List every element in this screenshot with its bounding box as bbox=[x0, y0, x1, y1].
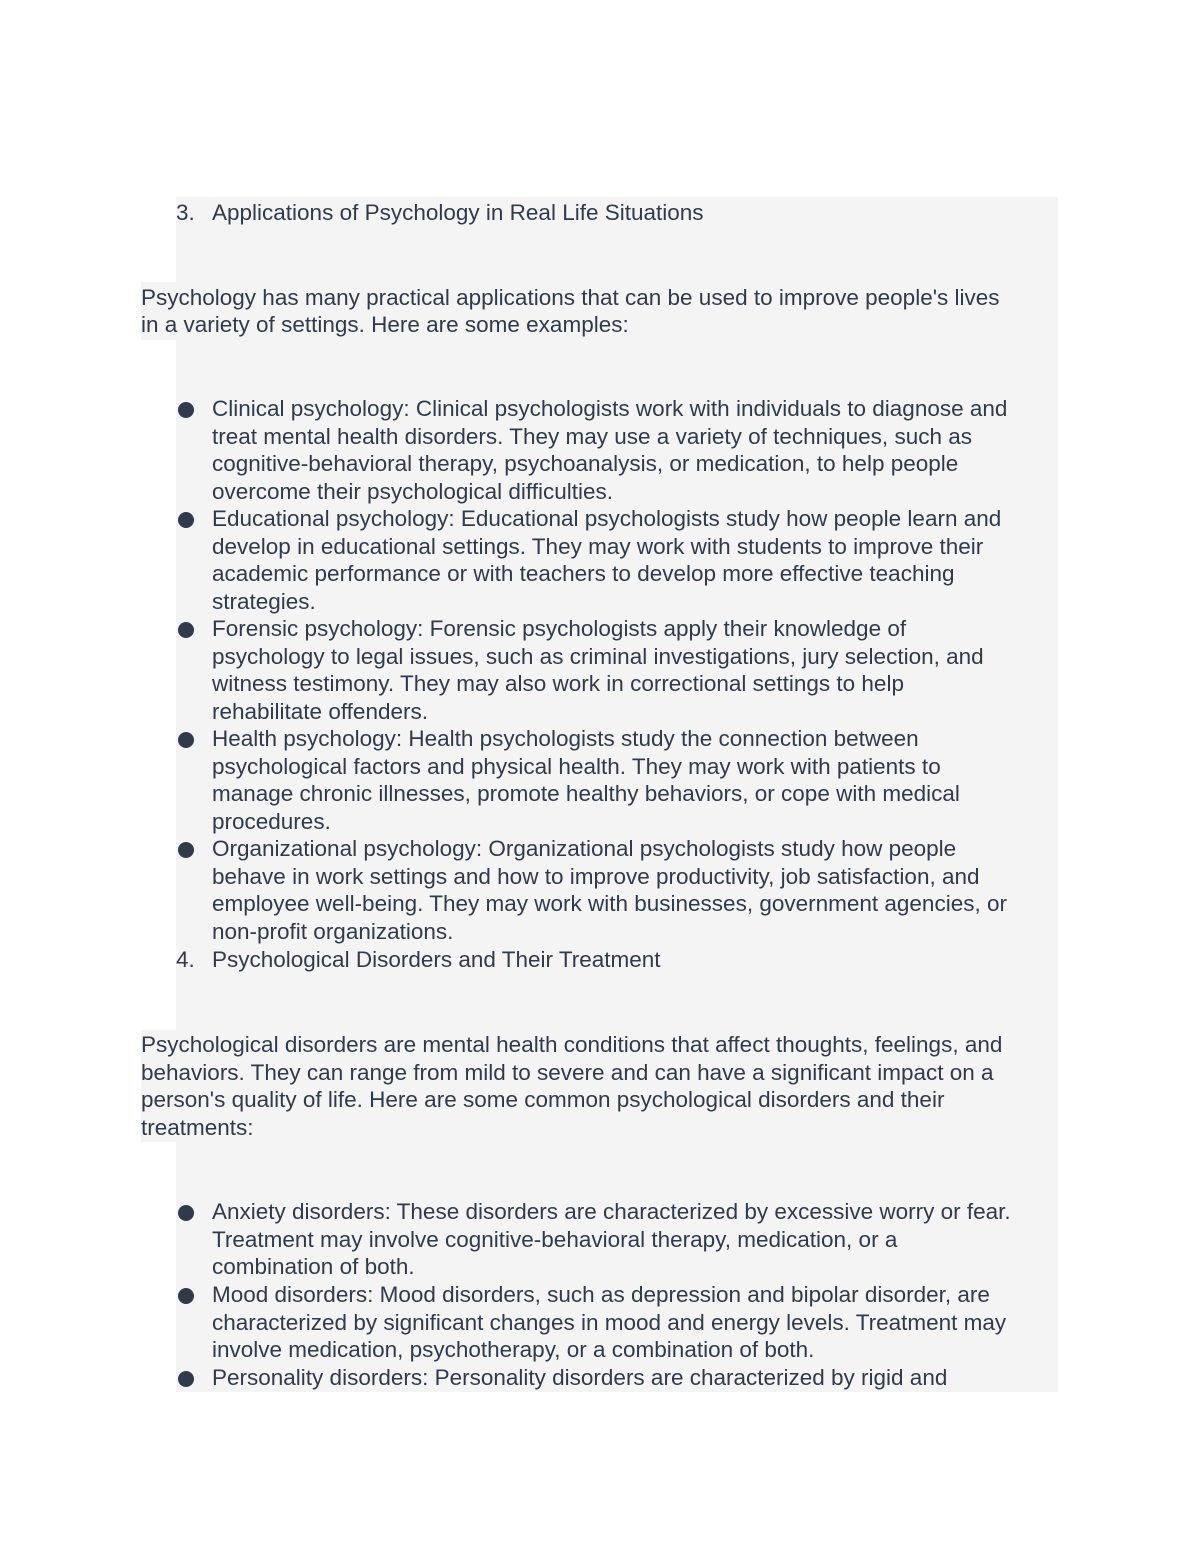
section-heading: Psychological Disorders and Their Treatment bbox=[212, 947, 661, 972]
list-item-line: psychological factors and physical health. They may work with patients to bbox=[212, 754, 941, 779]
list-item-line: procedures. bbox=[212, 809, 331, 834]
list-number: 3. bbox=[176, 200, 195, 225]
paragraph-line: Psychology has many practical applications that can be used to improve people's lives bbox=[141, 285, 1000, 310]
list-item-line: develop in educational settings. They may work with students to improve their bbox=[212, 534, 984, 559]
list-item-line: Organizational psychology: Organizational psychologists study how people bbox=[212, 836, 957, 861]
bullet-icon bbox=[178, 402, 194, 418]
list-item-line: Educational psychology: Educational psychologists study how people learn and bbox=[212, 506, 1002, 531]
list-item-line: Personality disorders: Personality disorders are characterized by rigid and bbox=[212, 1365, 948, 1390]
list-item-line: Clinical psychology: Clinical psychologists work with individuals to diagnose and bbox=[212, 396, 1008, 421]
list-item-line: cognitive-behavioral therapy, psychoanalysis, or medication, to help people bbox=[212, 451, 959, 476]
list-item-line: combination of both. bbox=[212, 1254, 415, 1279]
bullet-icon bbox=[178, 1371, 194, 1387]
list-item-line: involve medication, psychotherapy, or a combination of both. bbox=[212, 1337, 815, 1362]
list-item-line: rehabilitate offenders. bbox=[212, 699, 428, 724]
list-item-line: Anxiety disorders: These disorders are characterized by excessive worry or fear. bbox=[212, 1199, 1011, 1224]
bullet-icon bbox=[178, 732, 194, 748]
bullet-icon bbox=[178, 622, 194, 638]
list-item-line: Forensic psychology: Forensic psychologists apply their knowledge of bbox=[212, 616, 907, 641]
list-item-line: non-profit organizations. bbox=[212, 919, 454, 944]
list-item-line: behave in work settings and how to improve productivity, job satisfaction, and bbox=[212, 864, 980, 889]
list-item-line: academic performance or with teachers to develop more effective teaching bbox=[212, 561, 955, 586]
list-item-line: psychology to legal issues, such as criminal investigations, jury selection, and bbox=[212, 644, 984, 669]
bullet-icon bbox=[178, 1288, 194, 1304]
list-number: 4. bbox=[176, 947, 195, 972]
paragraph-line: person's quality of life. Here are some common psychological disorders and their bbox=[141, 1087, 945, 1112]
list-item-line: characterized by significant changes in mood and energy levels. Treatment may bbox=[212, 1310, 1007, 1335]
list-item-line: Mood disorders: Mood disorders, such as depression and bipolar disorder, are bbox=[212, 1282, 990, 1307]
list-item-line: overcome their psychological difficulties. bbox=[212, 479, 614, 504]
list-item-line: Treatment may involve cognitive-behavioral therapy, medication, or a bbox=[212, 1227, 898, 1252]
bullet-icon bbox=[178, 842, 194, 858]
bullet-icon bbox=[178, 512, 194, 528]
list-item-line: Health psychology: Health psychologists study the connection between bbox=[212, 726, 919, 751]
section-heading: Applications of Psychology in Real Life Situations bbox=[212, 200, 704, 225]
paragraph-line: Psychological disorders are mental health conditions that affect thoughts, feelings, and bbox=[141, 1032, 1003, 1057]
bullet-icon bbox=[178, 1205, 194, 1221]
paragraph-line: treatments: bbox=[141, 1115, 254, 1140]
paragraph-line: in a variety of settings. Here are some examples: bbox=[141, 312, 629, 337]
list-item-line: treat mental health disorders. They may use a variety of techniques, such as bbox=[212, 424, 972, 449]
paragraph-line: behaviors. They can range from mild to severe and can have a significant impact on a bbox=[141, 1060, 994, 1085]
list-item-line: employee well-being. They may work with businesses, government agencies, or bbox=[212, 891, 1007, 916]
list-item-line: manage chronic illnesses, promote healthy behaviors, or cope with medical bbox=[212, 781, 960, 806]
list-item-line: strategies. bbox=[212, 589, 316, 614]
list-item-line: witness testimony. They may also work in correctional settings to help bbox=[212, 671, 904, 696]
